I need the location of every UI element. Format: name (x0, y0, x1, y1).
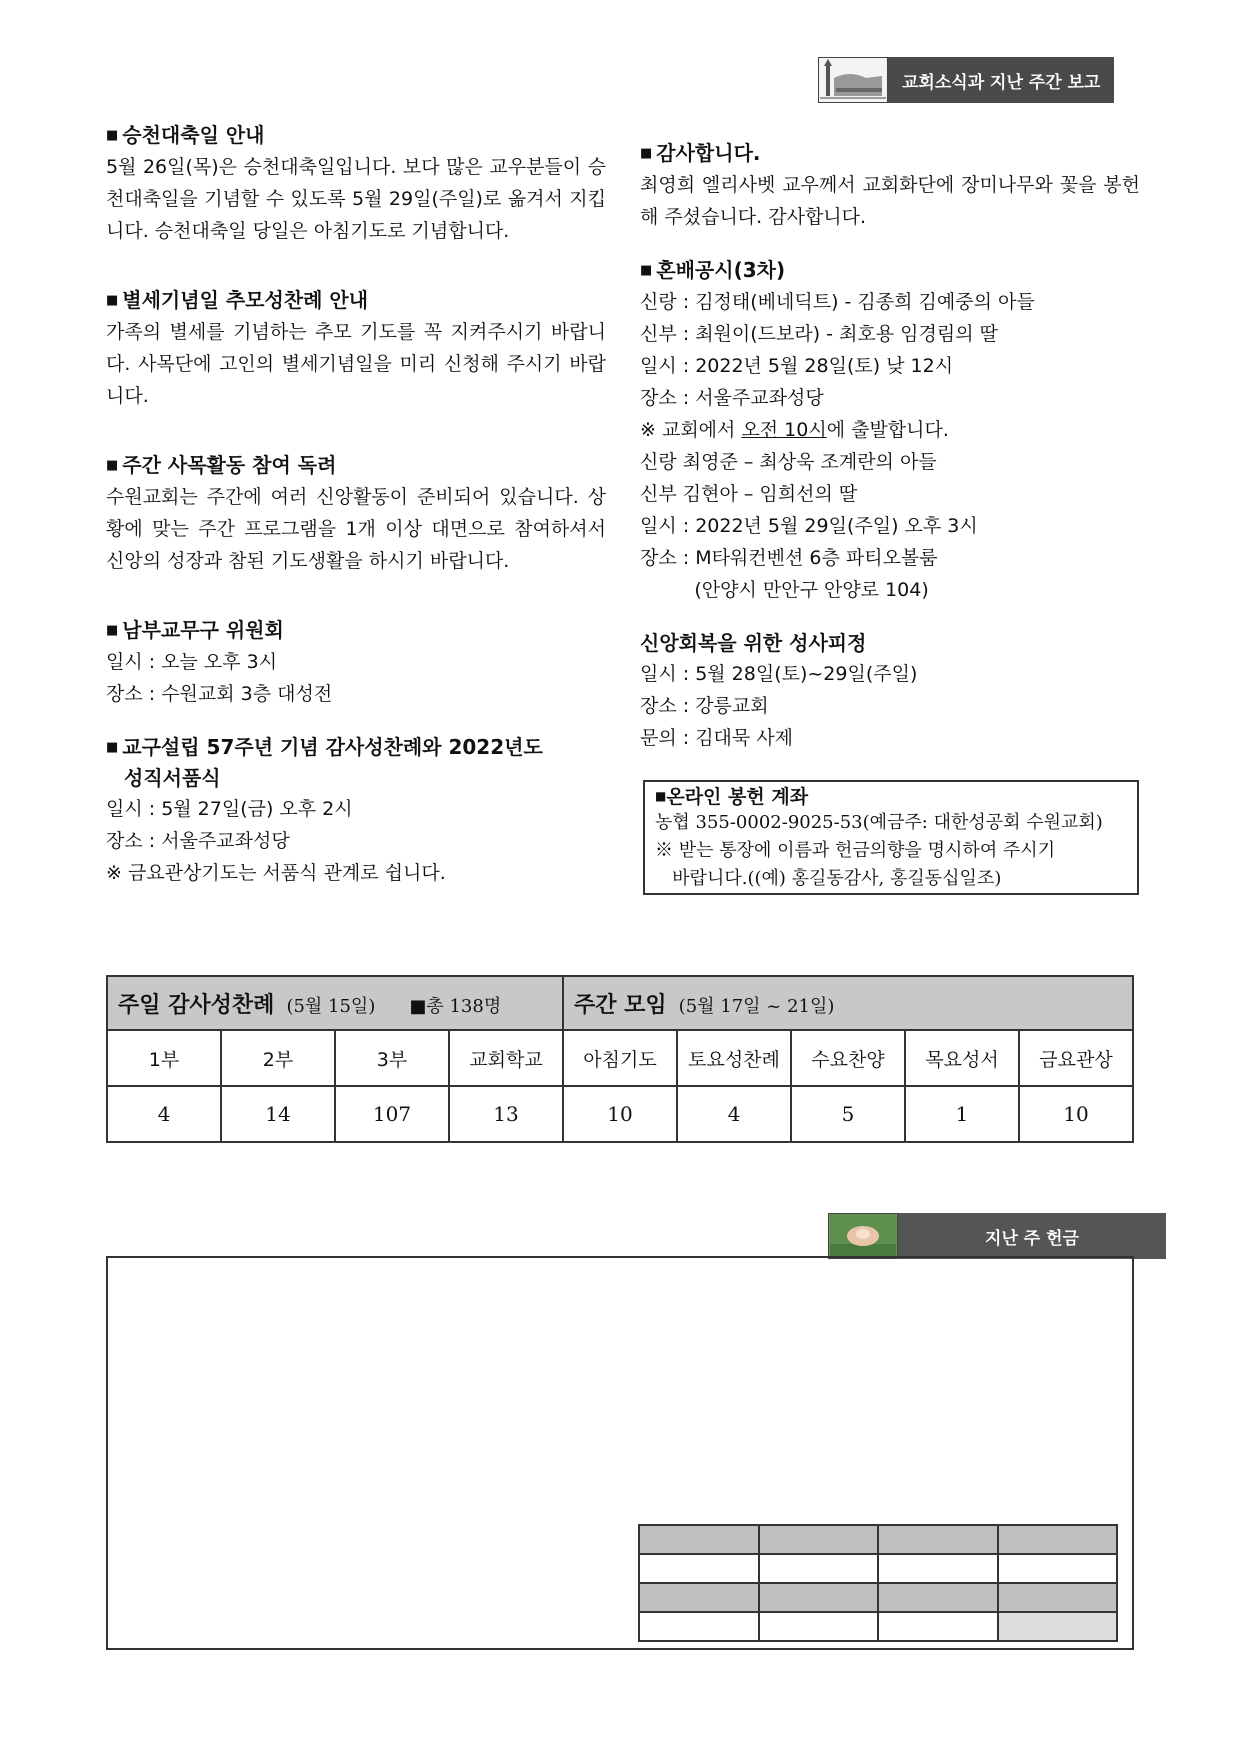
notice-line: 문의 : 김대묵 사제 (640, 727, 793, 749)
notice-line: 신랑 최영준 – 최상욱 조계란의 아들 (640, 451, 937, 473)
grid-cell (998, 1554, 1118, 1583)
grid-row (639, 1525, 1117, 1554)
section-header-tag (818, 57, 1114, 103)
grid-cell (639, 1525, 759, 1554)
notice-title: ■ 주간 사목활동 참여 독려 (106, 453, 337, 477)
attendance-label-cell: 1부 (107, 1030, 221, 1086)
notice-title-cont: 성직서품식 (124, 766, 221, 790)
attendance-label-cell: 3부 (335, 1030, 449, 1086)
attendance-label-cell: 2부 (221, 1030, 335, 1086)
offering-summary-grid (638, 1524, 1118, 1642)
left-column (106, 120, 606, 889)
bullet-square-icon: ■ (640, 263, 653, 278)
grid-row (639, 1554, 1117, 1583)
bank-note-line: ※ 받는 통장에 이름과 헌금의향을 명시하여 주시기 (655, 840, 1056, 861)
attendance-value-cell: 107 (335, 1086, 449, 1142)
notice-body: 가족의 별세를 기념하는 추모 기도를 꼭 지켜주시기 바랍니다. 사목단에 고인의 별세기념일을 미리 신청해 주시기 바랍니다. (106, 321, 606, 407)
attendance-label-cell: 금요관상 (1019, 1030, 1133, 1086)
attendance-label-cell: 수요찬양 (791, 1030, 905, 1086)
notice-line: 신부 : 최원이(드보라) - 최호용 임경림의 딸 (640, 323, 998, 345)
offering-header-label: 지난 주 헌금 (898, 1213, 1166, 1259)
weekly-meeting-header: 주간 모임 (5월 17일 ~ 21일) (563, 976, 1133, 1030)
bullet-square-icon: ■ (640, 146, 653, 161)
attendance-value-cell: 10 (563, 1086, 677, 1142)
notice-line: ※ 금요관상기도는 서품식 관계로 쉽니다. (106, 862, 446, 884)
notice-title: ■ 감사합니다. (640, 141, 761, 165)
notice-title: 신앙회복을 위한 성사피정 (640, 631, 867, 655)
bullet-square-icon: ■ (106, 458, 119, 473)
attendance-label-cell: 토요성찬례 (677, 1030, 791, 1086)
bullet-square-icon: ■ (655, 789, 667, 803)
bullet-square-icon: ■ (106, 128, 119, 143)
hands-photo-icon (828, 1213, 898, 1259)
notice-line: 장소 : 서울주교좌성당 (106, 830, 290, 852)
grid-cell (639, 1554, 759, 1583)
grid-cell (878, 1583, 998, 1612)
attendance-label-cell: 교회학교 (449, 1030, 563, 1086)
notice-line: 장소 : 강릉교회 (640, 695, 769, 717)
notice-line: 일시 : 5월 27일(금) 오후 2시 (106, 798, 353, 820)
notice-body: 5월 26일(목)은 승천대축일입니다. 보다 많은 교우분들이 승천대축일을 기념할 수 있도록 5월 29일(주일)로 옮겨서 지킵니다. 승천대축일 당일은 아침기도로 기념합니다. (106, 156, 606, 242)
grid-cell (878, 1554, 998, 1583)
attendance-table (106, 975, 1134, 1143)
church-photo-icon (818, 57, 888, 103)
notice-line: 장소 : M타워컨벤션 6층 파티오볼룸 (640, 547, 938, 569)
attendance-value-row (107, 1086, 1133, 1142)
bullet-square-icon: ■ (106, 740, 119, 755)
notice-line: 장소 : 수원교회 3층 대성전 (106, 683, 333, 705)
bank-box-title: ■온라인 봉헌 계좌 (655, 786, 809, 808)
attendance-label-cell: 목요성서 (905, 1030, 1019, 1086)
attendance-label-row (107, 1030, 1133, 1086)
notice-title: ■ 혼배공시(3차) (640, 258, 786, 282)
notice-title: ■ 남부교무구 위원회 (106, 618, 284, 642)
bank-account-line: 농협 355-0002-9025-53(예금주: 대한성공회 수원교회) (655, 812, 1103, 833)
notice-line: (안양시 만안구 안양로 104) (640, 579, 929, 601)
attendance-value-cell: 10 (1019, 1086, 1133, 1142)
notice-title: ■ 교구설립 57주년 기념 감사성찬례와 2022년도 (106, 735, 543, 759)
grid-cell (639, 1612, 759, 1641)
notice-line: 일시 : 2022년 5월 29일(주일) 오후 3시 (640, 515, 978, 537)
attendance-value-cell: 4 (107, 1086, 221, 1142)
notice-note: ※ 교회에서 오전 10시에 출발합니다. (640, 419, 949, 441)
bullet-square-icon: ■ (106, 293, 119, 308)
grid-cell (759, 1583, 879, 1612)
notice-line: 일시 : 2022년 5월 28일(토) 낮 12시 (640, 355, 954, 377)
bank-note-line: 바랍니다.((예) 홍길동감사, 홍길동십일조) (655, 868, 1002, 889)
notice-line: 일시 : 오늘 오후 3시 (106, 651, 278, 673)
sunday-eucharist-header: 주일 감사성찬례 (5월 15일) ■총 138명 (107, 976, 563, 1030)
grid-cell (759, 1612, 879, 1641)
grid-cell (998, 1583, 1118, 1612)
grid-cell (878, 1525, 998, 1554)
grid-cell (759, 1554, 879, 1583)
notice-line: 신랑 : 김정태(베네딕트) - 김종희 김예중의 아들 (640, 291, 1035, 313)
attendance-value-cell: 5 (791, 1086, 905, 1142)
notice-line: 장소 : 서울주교좌성당 (640, 387, 824, 409)
bullet-square-icon: ■ (106, 623, 119, 638)
grid-row (639, 1612, 1117, 1641)
grid-row (639, 1583, 1117, 1612)
right-column (640, 138, 1140, 754)
section-header-label: 교회소식과 지난 주간 보고 (888, 57, 1114, 103)
attendance-value-cell: 4 (677, 1086, 791, 1142)
attendance-value-cell: 1 (905, 1086, 1019, 1142)
notice-title: ■ 승천대축일 안내 (106, 123, 265, 147)
attendance-value-cell: 14 (221, 1086, 335, 1142)
grid-cell (998, 1525, 1118, 1554)
offering-header-tag (828, 1213, 1166, 1259)
online-offering-account-box (643, 780, 1139, 895)
attendance-value-cell: 13 (449, 1086, 563, 1142)
attendance-header-row (107, 976, 1133, 1030)
notice-title: ■ 별세기념일 추모성찬례 안내 (106, 288, 369, 312)
grid-cell (998, 1612, 1118, 1641)
notice-line: 신부 김현아 – 임희선의 딸 (640, 483, 858, 505)
grid-cell (759, 1525, 879, 1554)
notice-body: 최영희 엘리사벳 교우께서 교회화단에 장미나무와 꽃을 봉헌해 주셨습니다. 감사합니다. (640, 174, 1140, 228)
notice-body: 수원교회는 주간에 여러 신앙활동이 준비되어 있습니다. 상황에 맞는 주간 프로그램을 1개 이상 대면으로 참여하셔서 신앙의 성장과 참된 기도생활을 하시기 바랍니다. (106, 486, 606, 572)
grid-cell (878, 1612, 998, 1641)
grid-cell (639, 1583, 759, 1612)
attendance-label-cell: 아침기도 (563, 1030, 677, 1086)
notice-line: 일시 : 5월 28일(토)~29일(주일) (640, 663, 918, 685)
